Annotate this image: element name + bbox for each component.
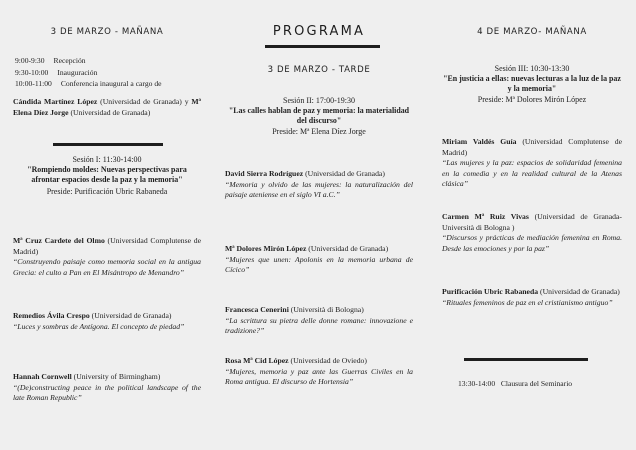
speaker-name: Cándida Martínez López bbox=[13, 97, 98, 106]
speaker-affiliation: (Università di Bologna) bbox=[288, 305, 364, 314]
talk bbox=[13, 311, 201, 332]
talk bbox=[13, 236, 201, 278]
session-chair: Preside: Purificación Ubric Rabaneda bbox=[46, 186, 168, 196]
schedule-time: 9:30-10:00 bbox=[15, 67, 49, 77]
column-march3-morning bbox=[13, 0, 201, 450]
speaker-affiliation: (University of Birmingham) bbox=[71, 372, 161, 381]
session-block bbox=[225, 96, 413, 137]
session-block bbox=[13, 155, 201, 197]
talk bbox=[225, 244, 413, 276]
divider bbox=[464, 358, 588, 361]
column-march4-morning bbox=[442, 0, 622, 450]
speaker-name: Purificación Ubric Rabaneda bbox=[442, 287, 539, 296]
talk-title: “(De)constructing peace in the political landscape of the late Roman Republic” bbox=[13, 382, 201, 403]
session-block bbox=[442, 64, 622, 105]
session-title: "Rompiendo moldes: Nuevas perspectivas para afrontar espacios desde la paz y la memoria" bbox=[27, 165, 187, 185]
talk bbox=[13, 372, 201, 404]
talk-title: “Las mujeres y la paz: espacios de solidaridad femenina en la comedia y en la realidad cultural de la Atenas clásica” bbox=[442, 158, 622, 189]
speaker-affiliation: (Universidad de Granada) bbox=[538, 287, 620, 296]
talk bbox=[442, 287, 622, 308]
talk-title: “Construyendo paisaje como memoria social en la antigua Grecia: el culto a Pan en El Misántropo de Menandro” bbox=[13, 257, 201, 277]
speaker-affiliation: (Universidad de Granada-Università di Bologna ) bbox=[442, 212, 622, 232]
talk bbox=[442, 137, 622, 190]
day-heading: 3 DE MARZO - TARDE bbox=[267, 65, 371, 75]
schedule-label: Inauguración bbox=[57, 67, 98, 77]
session-chair: Preside: Mª Dolores Mirón López bbox=[477, 94, 587, 104]
day-heading: 4 DE MARZO- MAÑANA bbox=[477, 27, 587, 37]
schedule-time: 9:00-9:30 bbox=[15, 56, 45, 65]
speaker-name: Hannah Cornwell bbox=[13, 372, 72, 381]
speaker-name: Francesca Cenerini bbox=[225, 305, 289, 314]
talk bbox=[225, 356, 413, 388]
schedule-row bbox=[15, 67, 201, 79]
speaker-name: Mª Dolores Mirón López bbox=[225, 244, 307, 253]
speaker-name: Rosa Mª Cid López bbox=[225, 356, 289, 365]
talk-title: “La scrittura su pietra delle donne romane: innovazione e tradizione?” bbox=[225, 315, 413, 336]
schedule-row bbox=[15, 78, 201, 90]
talk bbox=[225, 169, 413, 201]
divider bbox=[53, 143, 163, 146]
speaker-name: Miriam Valdés Guía bbox=[442, 137, 517, 146]
speaker-affiliation: (Universidad de Granada) bbox=[68, 107, 151, 117]
divider bbox=[265, 45, 380, 48]
session-label: Sesión I: 11:30-14:00 bbox=[72, 155, 142, 164]
talk-title: “Mujeres, memoria y paz ante las Guerras Civiles en la Roma antigua. El discurso de Hortensia” bbox=[225, 366, 413, 387]
talk-title: “Memoria y olvido de las mujeres: la naturalización del paisaje ateniense en el siglo VI a.C.” bbox=[225, 179, 413, 200]
session-label: Sesión II: 17:00-19:30 bbox=[283, 96, 355, 105]
program-title: PROGRAMA bbox=[272, 24, 366, 39]
talk-title: “Luces y sombras de Antígona. El concepto de piedad” bbox=[13, 321, 185, 331]
speaker-affiliation: (Universidad Complutense de Madrid) bbox=[442, 137, 622, 157]
talk-title: “Discursos y prácticas de mediación femenina en Roma. Desde las emociones y por la paz” bbox=[442, 233, 622, 253]
speaker-affiliation: (Universidad de Granada) bbox=[89, 311, 172, 320]
schedule-label: Recepción bbox=[53, 56, 86, 65]
speaker-affiliation: (Universidad de Granada) bbox=[303, 169, 385, 178]
talk bbox=[225, 305, 413, 337]
session-title: "Las calles hablan de paz y memoria: la materialidad del discurso" bbox=[228, 106, 410, 126]
session-label: Sesión III: 10:30-13:30 bbox=[494, 64, 570, 73]
speaker-name: Mª Elena Díez Jorge bbox=[13, 97, 201, 117]
column-march3-afternoon bbox=[225, 0, 413, 450]
speaker-affiliation: (Universidad Complutense de Madrid) bbox=[13, 236, 201, 256]
speaker-name: Remedios Ávila Crespo bbox=[13, 311, 90, 320]
schedule bbox=[15, 55, 201, 90]
closing-session: 13:30-14:00 Clausura del Seminario bbox=[458, 379, 573, 388]
session-title: "En justicia a ellas: nuevas lecturas a la luz de la paz y la memoria" bbox=[443, 74, 621, 94]
keynote-speakers bbox=[13, 97, 201, 118]
talk bbox=[442, 212, 622, 254]
speaker-name: Carmen Mª Ruiz Vivas bbox=[442, 212, 529, 221]
schedule-row bbox=[15, 55, 201, 67]
speaker-affiliation: (Universidad de Oviedo) bbox=[288, 356, 367, 365]
talk-title: “Rituales femeninos de paz en el cristianismo antiguo” bbox=[442, 297, 613, 307]
day-heading: 3 DE MARZO - MAÑANA bbox=[50, 27, 164, 37]
schedule-time: 10:00-11:00 bbox=[15, 79, 52, 89]
session-chair: Preside: Mª Elena Díez Jorge bbox=[272, 126, 366, 136]
speaker-name: David Sierra Rodríguez bbox=[225, 169, 304, 178]
speaker-name: Mª Cruz Cardete del Olmo bbox=[13, 236, 105, 245]
talk-title: “Mujeres que unen: Apolonis en la memoria urbana de Cícico” bbox=[225, 254, 413, 275]
speaker-affiliation: (Universidad de Granada) y bbox=[97, 97, 192, 106]
schedule-label: Conferencia inaugural a cargo de bbox=[60, 79, 162, 89]
speaker-affiliation: (Universidad de Granada) bbox=[306, 244, 389, 253]
